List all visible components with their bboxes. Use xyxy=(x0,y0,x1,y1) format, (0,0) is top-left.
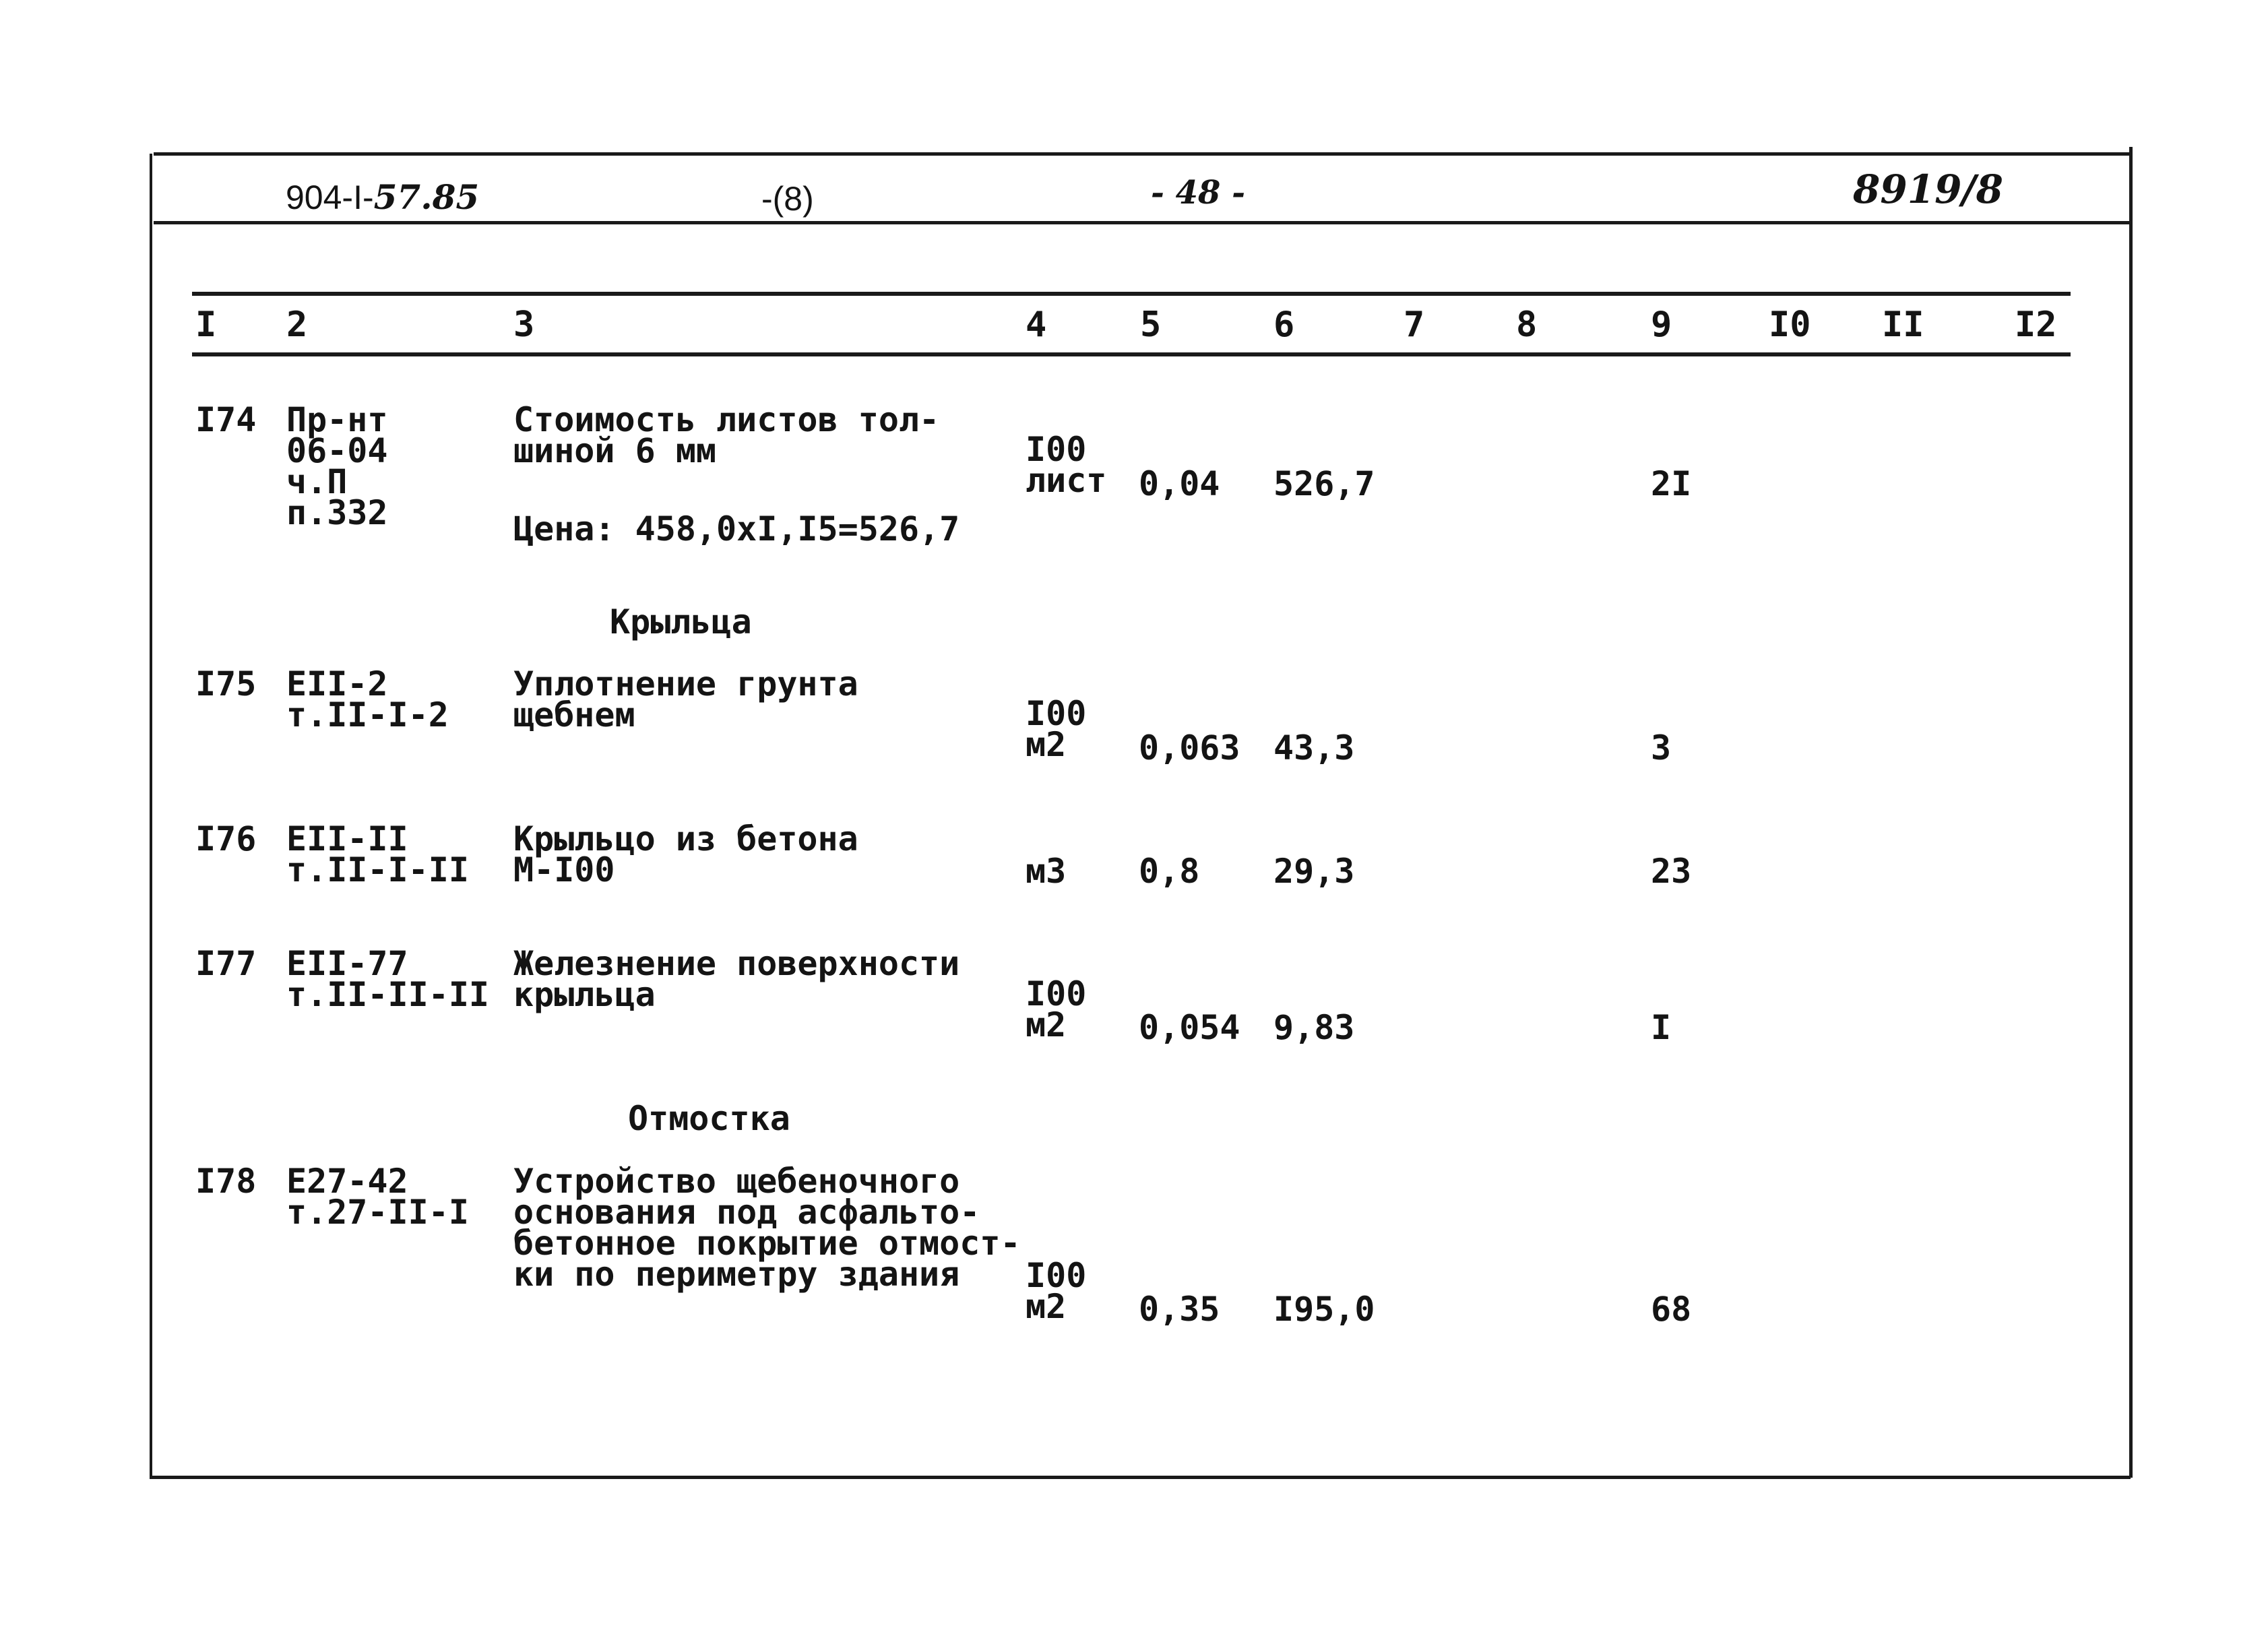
row-unit: м3 xyxy=(1026,852,1067,891)
row-unit: I00 лист xyxy=(1026,430,1107,500)
col-header-1: I xyxy=(195,305,217,345)
col-header-12: I2 xyxy=(2015,305,2057,345)
row-price-note: Цена: 458,0хI,I5=526,7 xyxy=(513,509,960,548)
row-description: Стоимость листов тол- шиной 6 мм xyxy=(513,400,940,470)
table-head-top-line xyxy=(192,292,2071,296)
row-col9: I xyxy=(1651,1008,1672,1047)
col-header-10: I0 xyxy=(1769,305,1811,345)
row-num: I78 xyxy=(195,1162,257,1201)
row-cost: 526,7 xyxy=(1273,464,1375,503)
row-quantity: 0,04 xyxy=(1139,464,1220,503)
row-col9: 3 xyxy=(1651,728,1672,767)
archive-number: 8919/8 xyxy=(1853,166,2003,212)
row-description: Железнение поверхности крыльца xyxy=(513,944,960,1014)
row-quantity: 0,8 xyxy=(1139,852,1200,891)
frame-bottom-line xyxy=(150,1476,2131,1479)
col-header-6: 6 xyxy=(1273,305,1295,345)
col-header-8: 8 xyxy=(1516,305,1538,345)
row-cost: 9,83 xyxy=(1273,1008,1355,1047)
row-num: I74 xyxy=(195,400,257,439)
row-quantity: 0,063 xyxy=(1139,728,1240,767)
row-description: Устройство щебеночного основания под асфальто- бетонное покрытие отмост- ки по периметру здания xyxy=(513,1162,1021,1294)
frame-left-line xyxy=(150,154,152,1479)
doc-code-prefix: 904-I- xyxy=(286,179,374,216)
row-col9: 23 xyxy=(1651,852,1692,891)
col-header-3: 3 xyxy=(513,305,535,345)
doc-code-handwritten: 57.85 xyxy=(373,177,480,217)
row-cost: 29,3 xyxy=(1273,852,1355,891)
table-head-bottom-line xyxy=(192,352,2071,356)
col-header-4: 4 xyxy=(1026,305,1047,345)
part-number: -(8) xyxy=(761,180,814,218)
row-description: Уплотнение грунта щебнем xyxy=(513,664,858,734)
col-header-2: 2 xyxy=(286,305,308,345)
row-code: Пр-нт 06-04 ч.П п.332 xyxy=(286,400,388,532)
col-header-11: II xyxy=(1882,305,1924,345)
row-cost: 43,3 xyxy=(1273,728,1355,767)
row-unit: I00 м2 xyxy=(1026,694,1087,764)
header-divider-line xyxy=(154,221,2129,224)
row-col9: 2I xyxy=(1651,464,1692,503)
row-code: E27-42 т.27-II-I xyxy=(286,1162,469,1232)
doc-code xyxy=(286,177,480,217)
row-num: I77 xyxy=(195,944,257,983)
row-cost: I95,0 xyxy=(1273,1290,1375,1329)
row-quantity: 0,054 xyxy=(1139,1008,1240,1047)
row-col9: 68 xyxy=(1651,1290,1692,1329)
row-code: EII-II т.II-I-II xyxy=(286,819,469,889)
row-quantity: 0,35 xyxy=(1139,1290,1220,1329)
col-header-7: 7 xyxy=(1404,305,1425,345)
row-code: EII-77 т.II-II-II xyxy=(286,944,490,1014)
frame-right-line xyxy=(2129,147,2133,1478)
section-title: Отмостка xyxy=(628,1099,790,1138)
col-header-5: 5 xyxy=(1140,305,1162,345)
row-num: I75 xyxy=(195,664,257,703)
row-description: Крыльцо из бетона М-I00 xyxy=(513,819,858,889)
row-unit: I00 м2 xyxy=(1026,1256,1087,1326)
frame-top-line xyxy=(154,152,2131,156)
row-unit: I00 м2 xyxy=(1026,974,1087,1044)
row-num: I76 xyxy=(195,819,257,858)
section-title: Крыльца xyxy=(610,602,752,641)
page-number: - 48 - xyxy=(1151,174,1246,212)
col-header-9: 9 xyxy=(1651,305,1672,345)
row-code: EII-2 т.II-I-2 xyxy=(286,664,449,734)
